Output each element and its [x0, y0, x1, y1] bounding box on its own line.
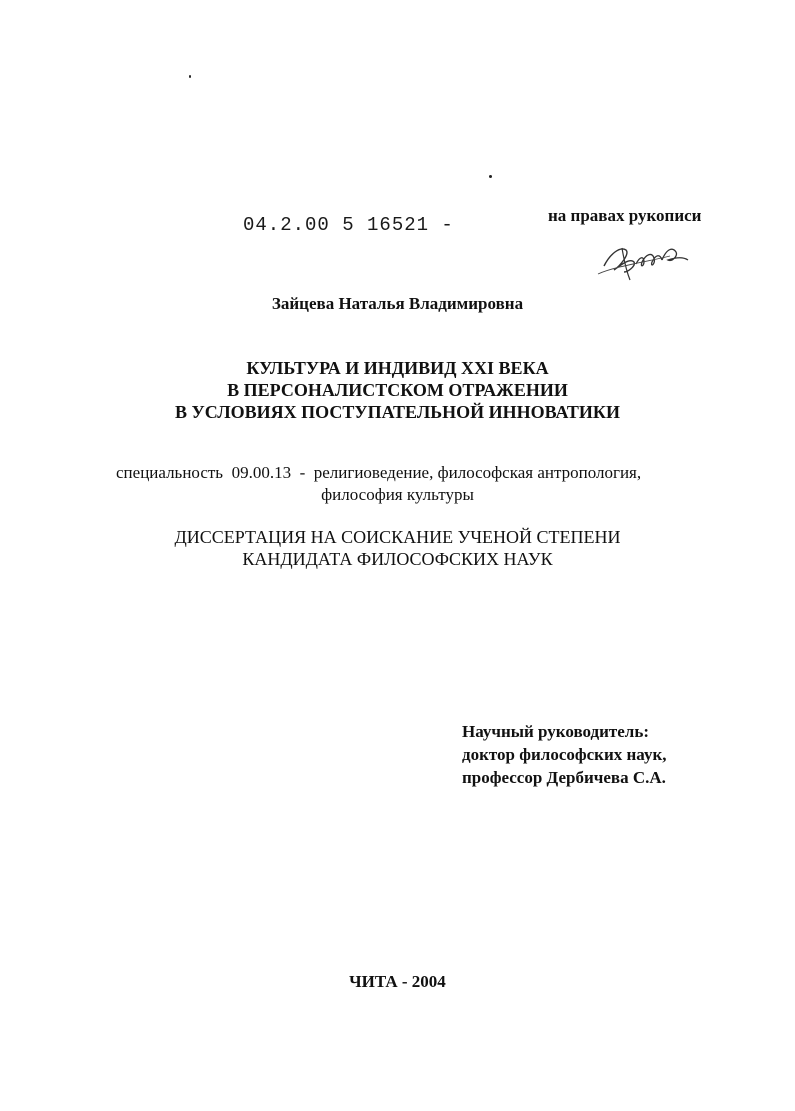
- supervisor-line: Научный руководитель:: [462, 722, 649, 741]
- handwritten-signature-icon: [596, 236, 696, 284]
- rights-notice: на правах рукописи: [548, 206, 702, 225]
- title-line: В УСЛОВИЯХ ПОСТУПАТЕЛЬНОЙ ИННОВАТИКИ: [175, 402, 620, 422]
- specialty-line: специальность 09.00.13 - религиоведение, философская антропология,: [116, 463, 642, 482]
- archive-code: 04.2.00 5 16521 -: [243, 214, 454, 236]
- title-line: В ПЕРСОНАЛИСТСКОМ ОТРАЖЕНИИ: [227, 380, 568, 400]
- author-name: Зайцева Наталья Владимировна: [271, 294, 524, 313]
- city-year: ЧИТА - 2004: [349, 972, 446, 991]
- degree-statement: [0, 526, 795, 570]
- supervisor-block: [462, 720, 667, 789]
- scan-speck: [189, 75, 191, 78]
- title-line: КУЛЬТУРА И ИНДИВИД XXI ВЕКА: [246, 358, 549, 378]
- supervisor-line: профессор Дербичева С.А.: [462, 768, 666, 787]
- dissertation-title: [0, 357, 795, 423]
- scan-speck: [489, 175, 492, 178]
- supervisor-line: доктор философских наук,: [462, 745, 667, 764]
- specialty-line: философия культуры: [321, 485, 474, 504]
- degree-line: КАНДИДАТА ФИЛОСОФСКИХ НАУК: [242, 549, 553, 569]
- degree-line: ДИССЕРТАЦИЯ НА СОИСКАНИЕ УЧЕНОЙ СТЕПЕНИ: [174, 527, 621, 547]
